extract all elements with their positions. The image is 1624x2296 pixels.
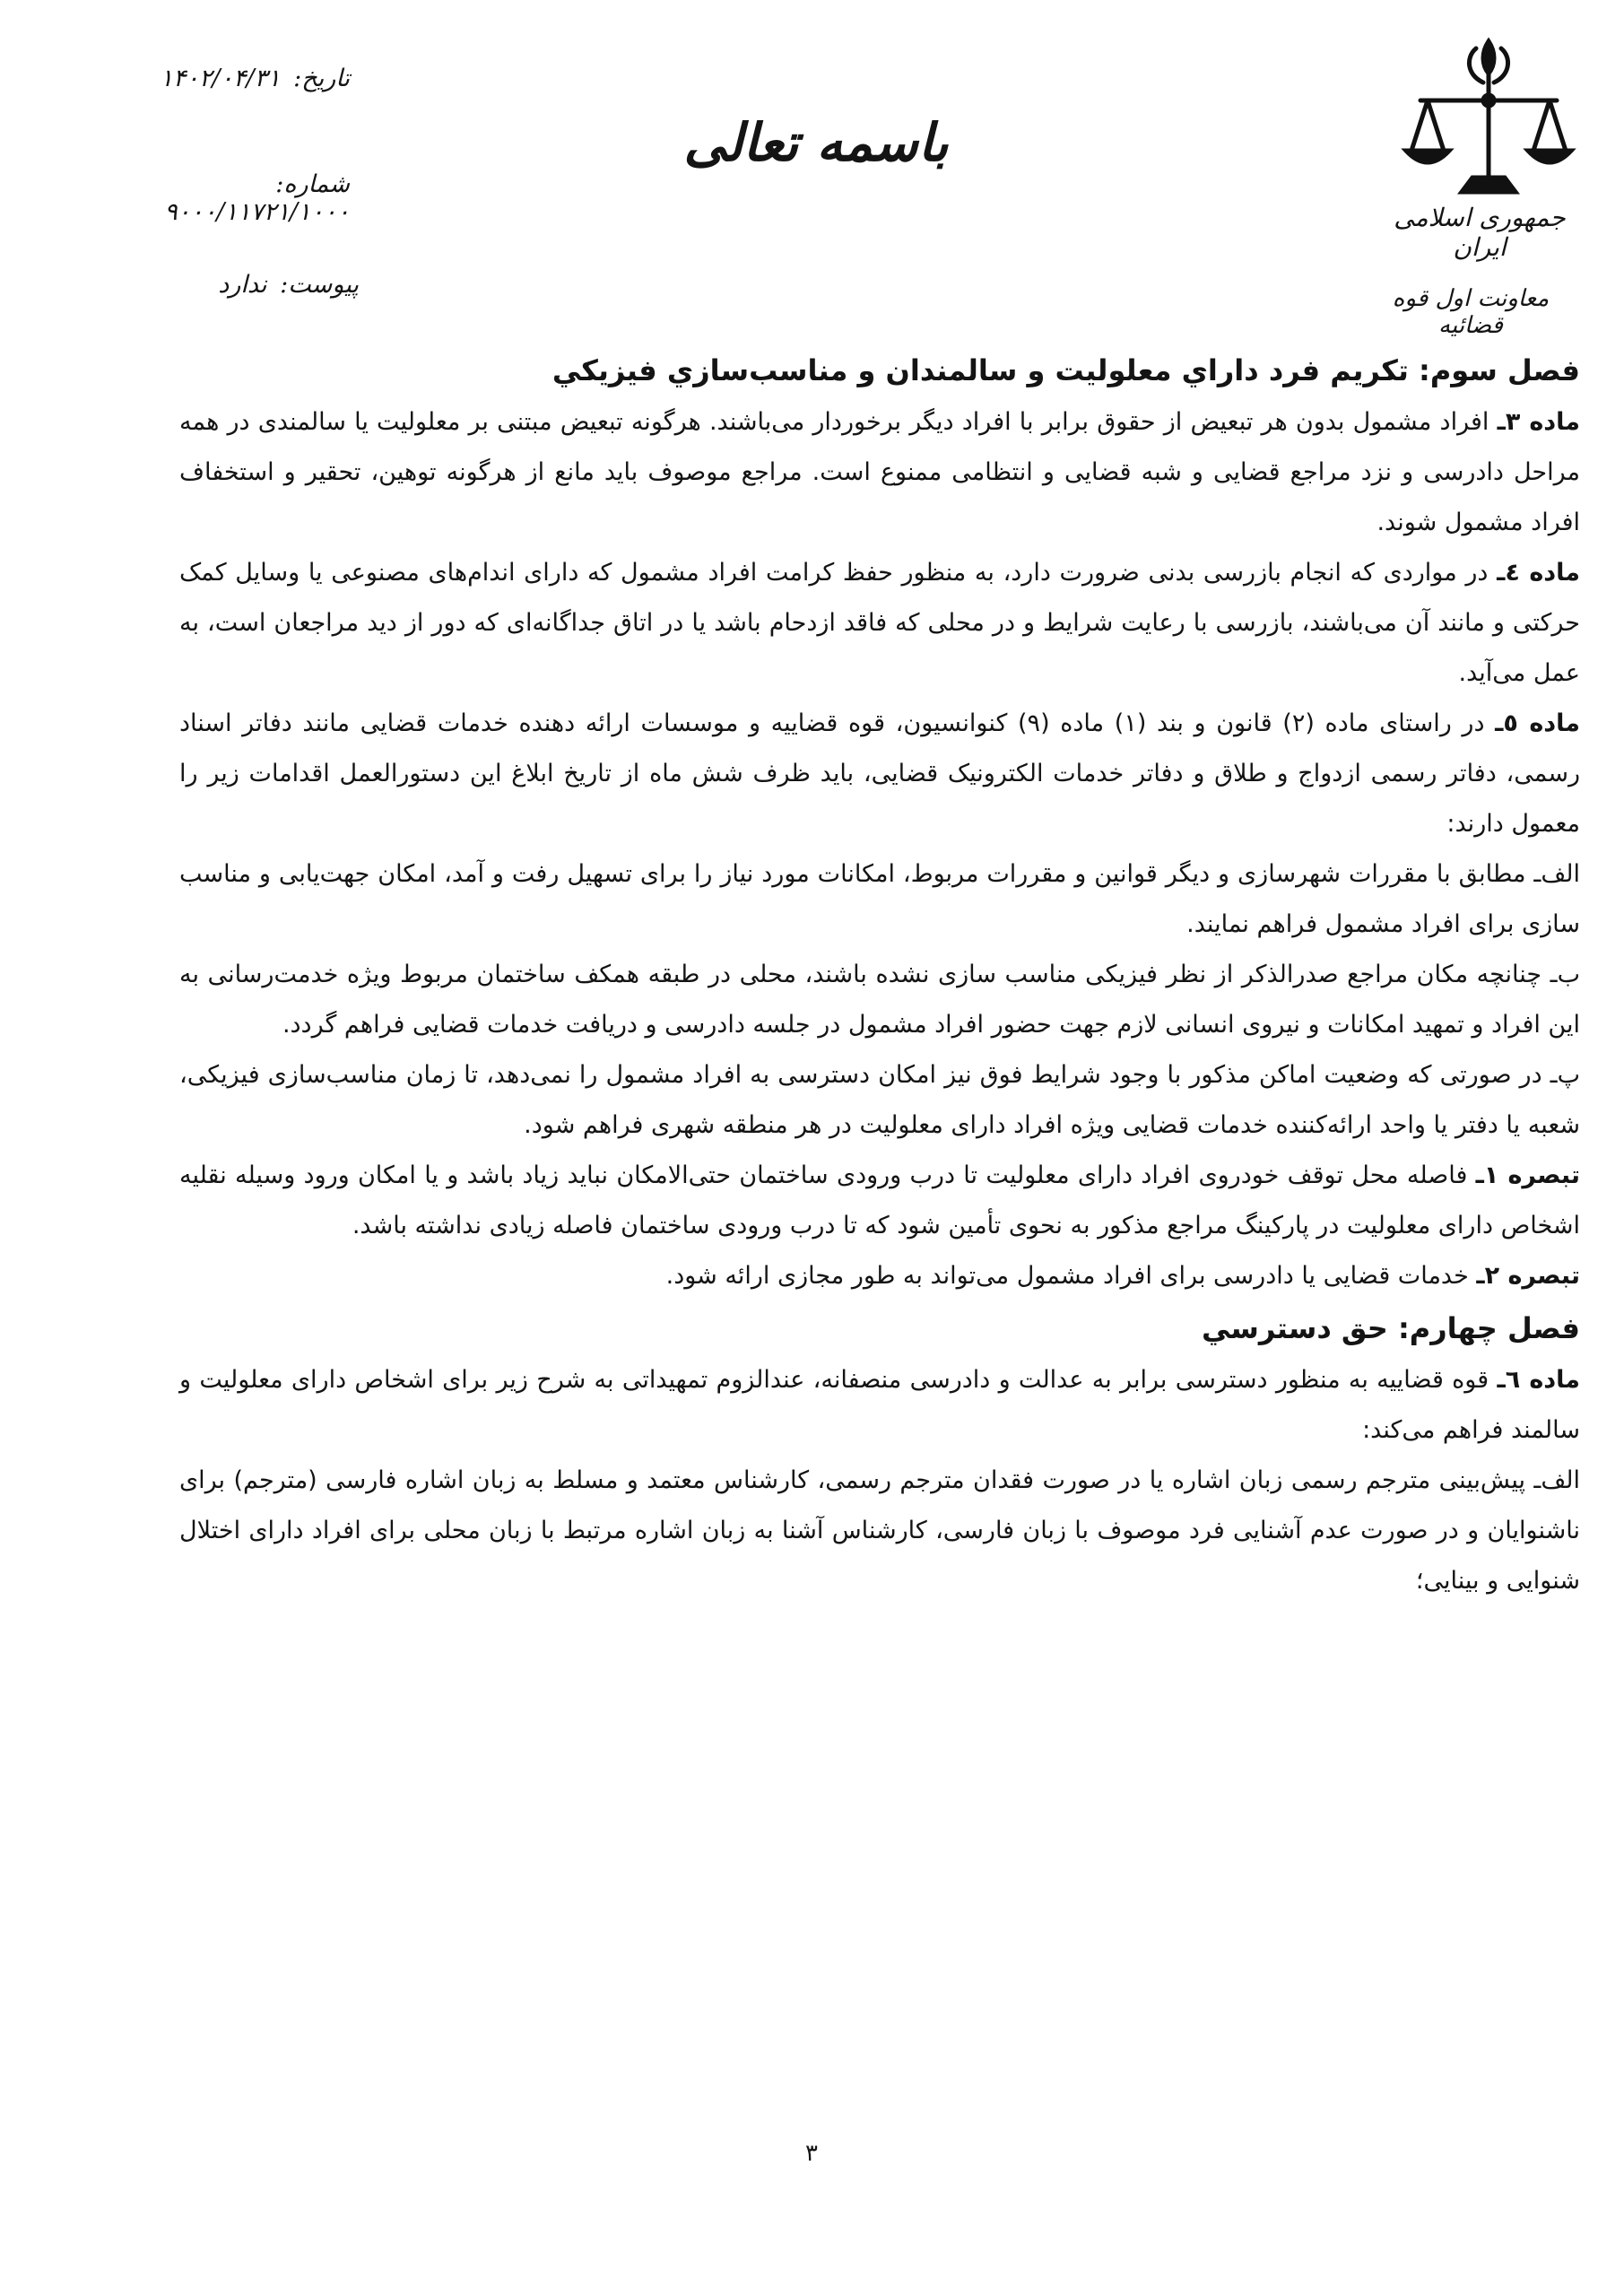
- article-5-clause-p: پ‌ـ در صورتی که وضعیت اماکن مذکور با وجود شرایط فوق نیز امکان دسترسی به افراد مشمول را نمی‌دهد، تا زمان مناسب‌سازی فیزیکی، شعبه یا دفتر یا واحد ارائه‌کننده خدمات قضایی ویژه افراد دارای معلولیت در هر منطقه شهری فراهم شود.: [179, 1061, 1580, 1139]
- article-3-text: افراد مشمول بدون هر تبعیض از حقوق برابر با افراد دیگر برخوردار می‌باشند. هرگونه تبعیض مبتنی بر معلولیت یا سالمندی در همه مراحل دادرسی و نزد مراجع قضایی و شبه قضایی و انتظامی ممنوع است. مراجع موصوف باید مانع از هرگونه توهین، تحقیر و استخفاف افراد مشمول شوند.: [179, 408, 1580, 536]
- article-6: [179, 1355, 1580, 1456]
- article-4-label: ماده ٤ـ: [1497, 559, 1580, 587]
- letter-date: [81, 65, 350, 92]
- basmala-heading: باسمه تعالی: [683, 112, 949, 173]
- note-2: [179, 1251, 1580, 1301]
- letter-attachment: [179, 271, 359, 299]
- attachment-label: پیوست:: [280, 271, 359, 299]
- article-6-clause-a: الف‌ـ پیش‌بینی مترجم رسمی زبان اشاره یا در صورت فقدان مترجم رسمی، کارشناس معتمد و مسلط به زبان اشاره فارسی (مترجم) برای ناشنوایان و در صورت عدم آشنایی فرد موصوف با زبان فارسی، کارشناس آشنا به زبان اشاره مرتبط با زبان محلی برای افراد دارای اختلال شنوایی و بینایی؛: [179, 1466, 1580, 1595]
- article-4-text: در مواردی که انجام بازرسی بدنی ضرورت دارد، به منظور حفظ کرامت افراد مشمول که دارای اندام‌های مصنوعی یا وسایل کمک حرکتی و مانند آن می‌باشند، بازرسی با رعایت شرایط و در محلی که فاقد ازدحام باشد یا در اتاق جداگانه‌ای که دور از دید مراجعان است، به عمل می‌آید.: [179, 559, 1580, 687]
- number-value: ۹۰۰۰/۱۱۷۲۱/۱۰۰۰: [164, 198, 350, 226]
- note-1: [179, 1151, 1580, 1251]
- article-5-clause-b: ب‌ـ چنانچه مکان مراجع صدرالذکر از نظر فیزیکی مناسب سازی نشده باشند، محلی در طبقه همکف ساختمان مربوط ویژه خدمت‌رسانی به این افراد و تمهید امکانات و نیروی انسانی لازم جهت حضور افراد مشمول در جلسه دادرسی و دریافت خدمات قضایی فراهم گردد.: [179, 961, 1580, 1039]
- article-5-label: ماده ٥ـ: [1495, 709, 1580, 737]
- note-1-label: تبصره ۱ـ: [1475, 1161, 1580, 1189]
- article-3-label: ماده ۳ـ: [1497, 408, 1580, 436]
- document-body: [179, 344, 1580, 1606]
- judiciary-emblem-icon: [1399, 34, 1578, 213]
- note-1-text: فاصله محل توقف خودروی افراد دارای معلولیت تا درب ورودی ساختمان حتی‌الامکان نباید زیاد باشد و یا امکان ورود وسیله نقلیه اشخاص دارای معلولیت در پارکینگ مراجع مذکور به نحوی تأمین شود که تا درب ورودی ساختمان فاصله زیادی نداشته باشد.: [179, 1161, 1580, 1239]
- chapter-4-heading: فصل چهارم: حق دسترسي: [1202, 1311, 1580, 1345]
- article-5: [179, 699, 1580, 849]
- article-6-text: قوه قضاییه به منظور دسترسی برابر به عدالت و دادرسی منصفانه، عندالزوم تمهیداتی به شرح زیر برای اشخاص دارای معلولیت و سالمند فراهم می‌کند:: [179, 1366, 1580, 1444]
- organization-caption: معاونت اول قوه قضائیه: [1392, 285, 1550, 339]
- article-5-text: در راستای ماده (۲) قانون و بند (۱) ماده (۹) کنوانسیون، قوه قضاییه و موسسات ارائه دهنده خدمات قضایی مانند دفاتر اسناد رسمی، دفاتر رسمی ازدواج و طلاق و دفاتر خدمات الکترونیک قضایی، باید ظرف شش ماه از تاریخ ابلاغ این دستورالعمل اقدامات زیر را معمول دارند:: [179, 709, 1580, 838]
- date-value: ۱۴۰۲/۰۴/۳۱: [160, 65, 281, 92]
- page-number: ۳: [805, 2140, 818, 2167]
- note-2-label: تبصره ۲ـ: [1476, 1262, 1580, 1290]
- article-6-label: ماده ٦ـ: [1497, 1366, 1580, 1394]
- date-label: تاریخ:: [293, 65, 350, 92]
- chapter-3-heading: فصل سوم: تکریم فرد داراي معلولیت و سالمندان و مناسب‌سازي فیزیکي: [551, 353, 1580, 387]
- attachment-value: ندارد: [218, 271, 267, 299]
- note-2-text: خدمات قضایی یا دادرسی برای افراد مشمول می‌تواند به طور مجازی ارائه شود.: [665, 1262, 1469, 1290]
- letter-number: [81, 170, 350, 226]
- article-4: [179, 548, 1580, 699]
- article-3: [179, 397, 1580, 548]
- country-caption: جمهوری اسلامی ایران: [1394, 203, 1566, 262]
- article-5-clause-a: الف‌ـ مطابق با مقررات شهرسازی و دیگر قوانین و مقررات مربوط، امکانات مورد نیاز را برای تسهیل رفت و آمد، امکان جهت‌یابی و مناسب سازی برای افراد مشمول فراهم نمایند.: [179, 860, 1580, 938]
- number-label: شماره:: [275, 170, 350, 198]
